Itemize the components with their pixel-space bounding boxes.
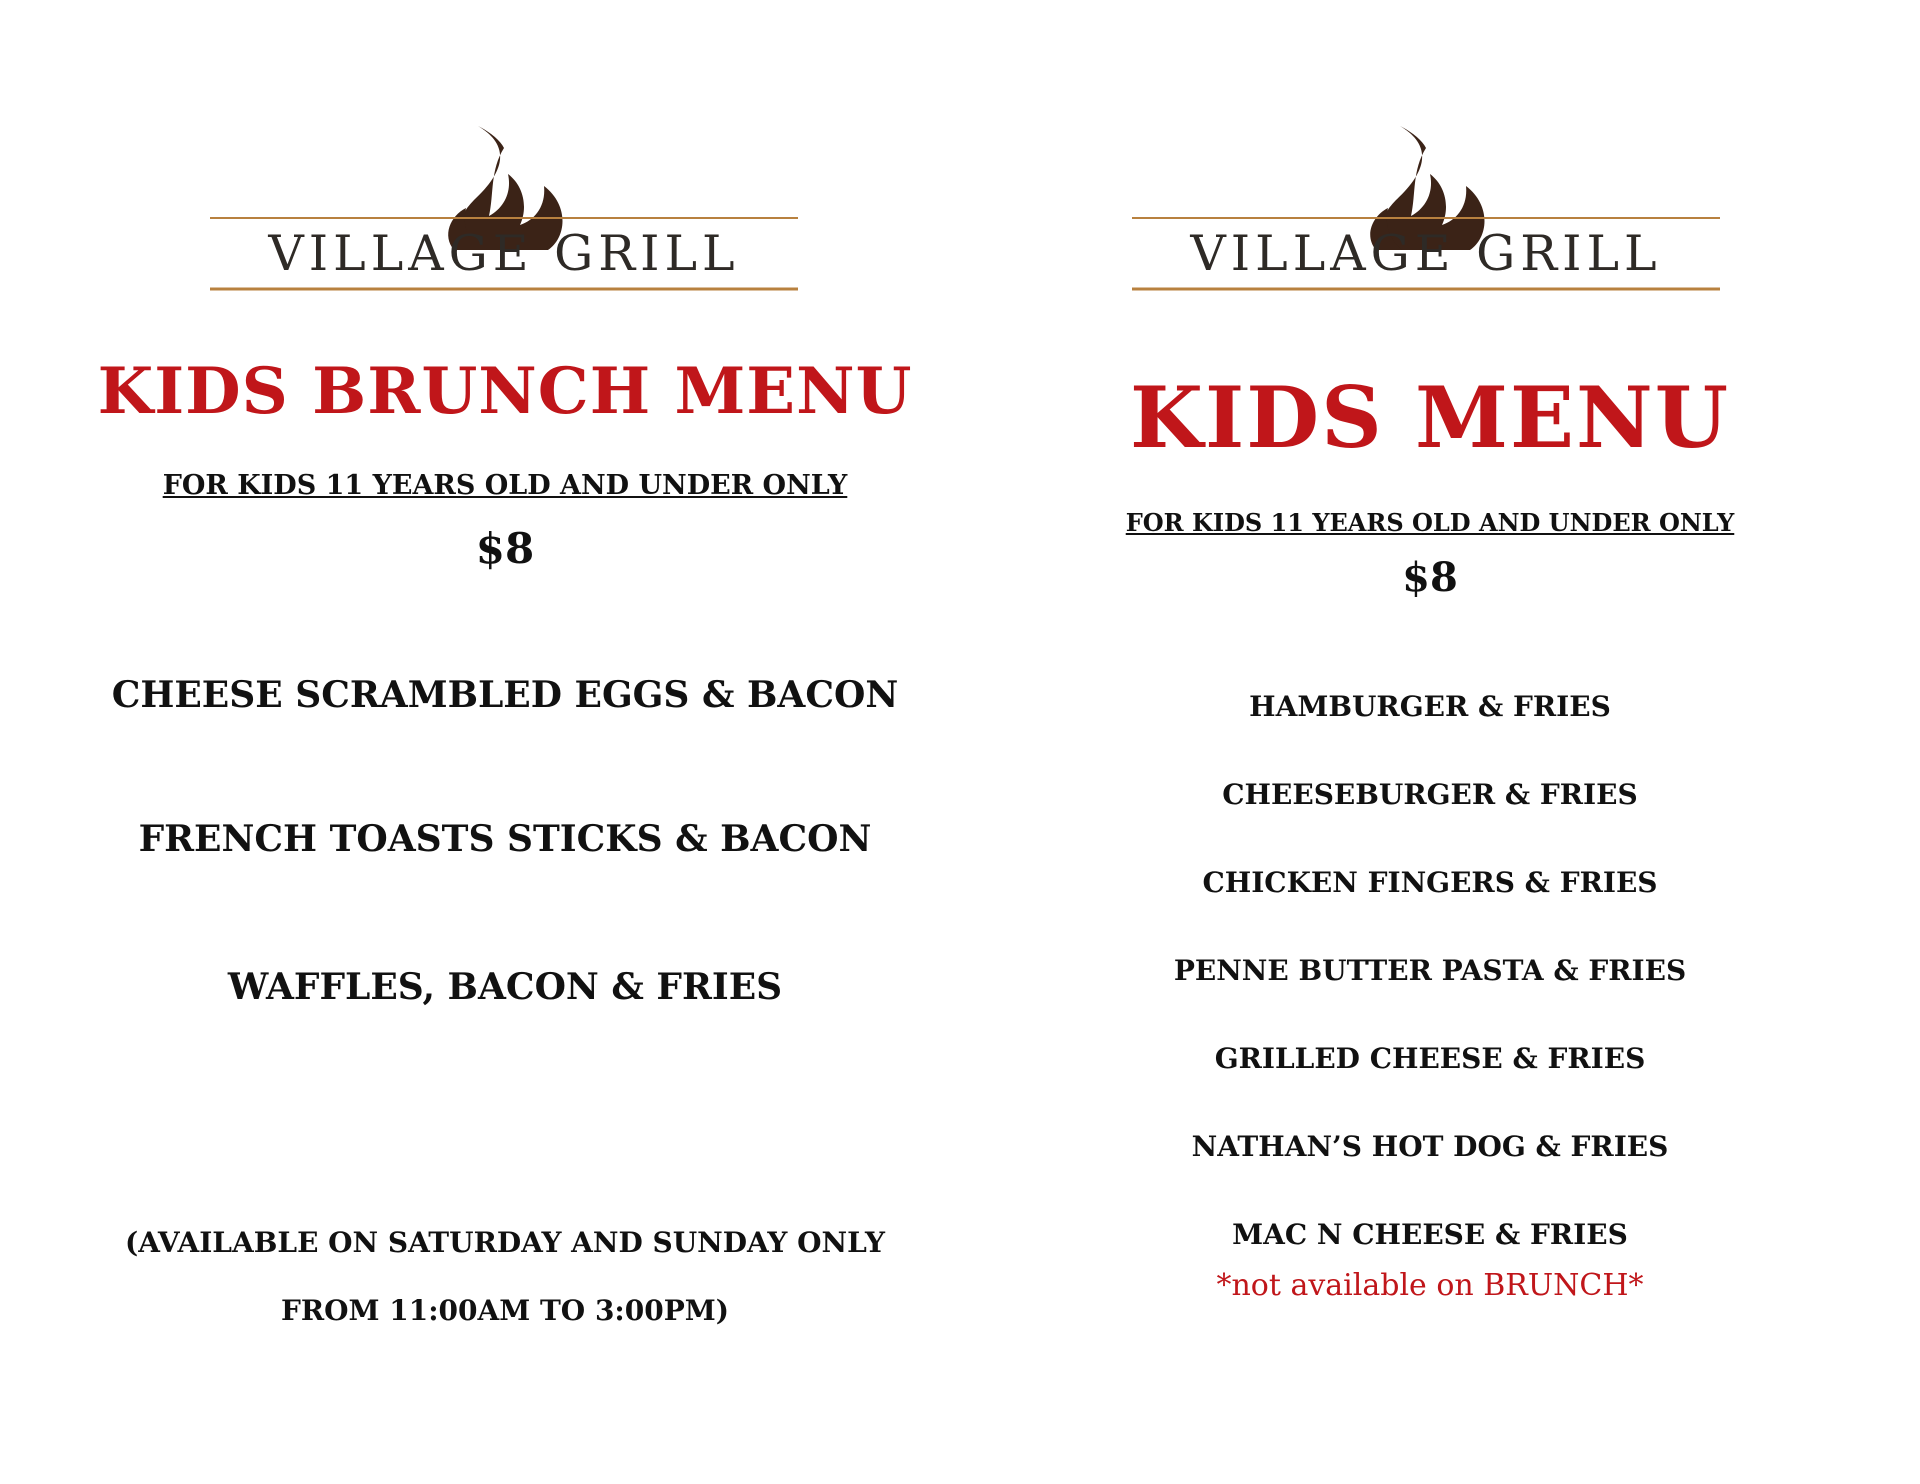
brunch-exclusion-note: *not available on BRUNCH*	[1216, 1268, 1644, 1303]
brunch-availability-line: FROM 11:00AM TO 3:00PM)	[280, 1294, 730, 1327]
kids-menu-age-note: FOR KIDS 11 YEARS OLD AND UNDER ONLY	[1125, 508, 1735, 537]
village-grill-logo	[1132, 98, 1720, 294]
village-grill-logo	[210, 98, 798, 294]
brunch-menu-item: FRENCH TOASTS STICKS & BACON	[138, 818, 872, 860]
kids-menu-panel	[1110, 0, 1750, 1484]
kids-menu-title: KIDS MENU	[1129, 368, 1731, 467]
kids-menu-item: NATHAN’S HOT DOG & FRIES	[1191, 1130, 1669, 1163]
flame-logo-icon	[1132, 98, 1720, 294]
kids-menu-item: HAMBURGER & FRIES	[1249, 690, 1611, 723]
brunch-menu-age-note: FOR KIDS 11 YEARS OLD AND UNDER ONLY	[162, 470, 848, 501]
brunch-menu-title: KIDS BRUNCH MENU	[97, 354, 913, 429]
kids-menu-item: CHEESEBURGER & FRIES	[1222, 778, 1638, 811]
brunch-availability-line: (AVAILABLE ON SATURDAY AND SUNDAY ONLY	[125, 1226, 885, 1259]
kids-menu-item: PENNE BUTTER PASTA & FRIES	[1173, 954, 1687, 987]
brunch-menu-item: CHEESE SCRAMBLED EGGS & BACON	[111, 674, 899, 716]
kids-menu-item: MAC N CHEESE & FRIES	[1232, 1218, 1628, 1251]
flame-logo-icon	[210, 98, 798, 294]
brunch-menu-item: WAFFLES, BACON & FRIES	[227, 966, 783, 1008]
kids-menu-item: CHICKEN FINGERS & FRIES	[1202, 866, 1658, 899]
logo-wordmark: VILLAGE GRILL	[1190, 225, 1662, 282]
logo-wordmark: VILLAGE GRILL	[268, 225, 740, 282]
kids-menu-price: $8	[1402, 554, 1458, 601]
kids-menu-item: GRILLED CHEESE & FRIES	[1214, 1042, 1646, 1075]
brunch-menu-price: $8	[475, 524, 535, 573]
